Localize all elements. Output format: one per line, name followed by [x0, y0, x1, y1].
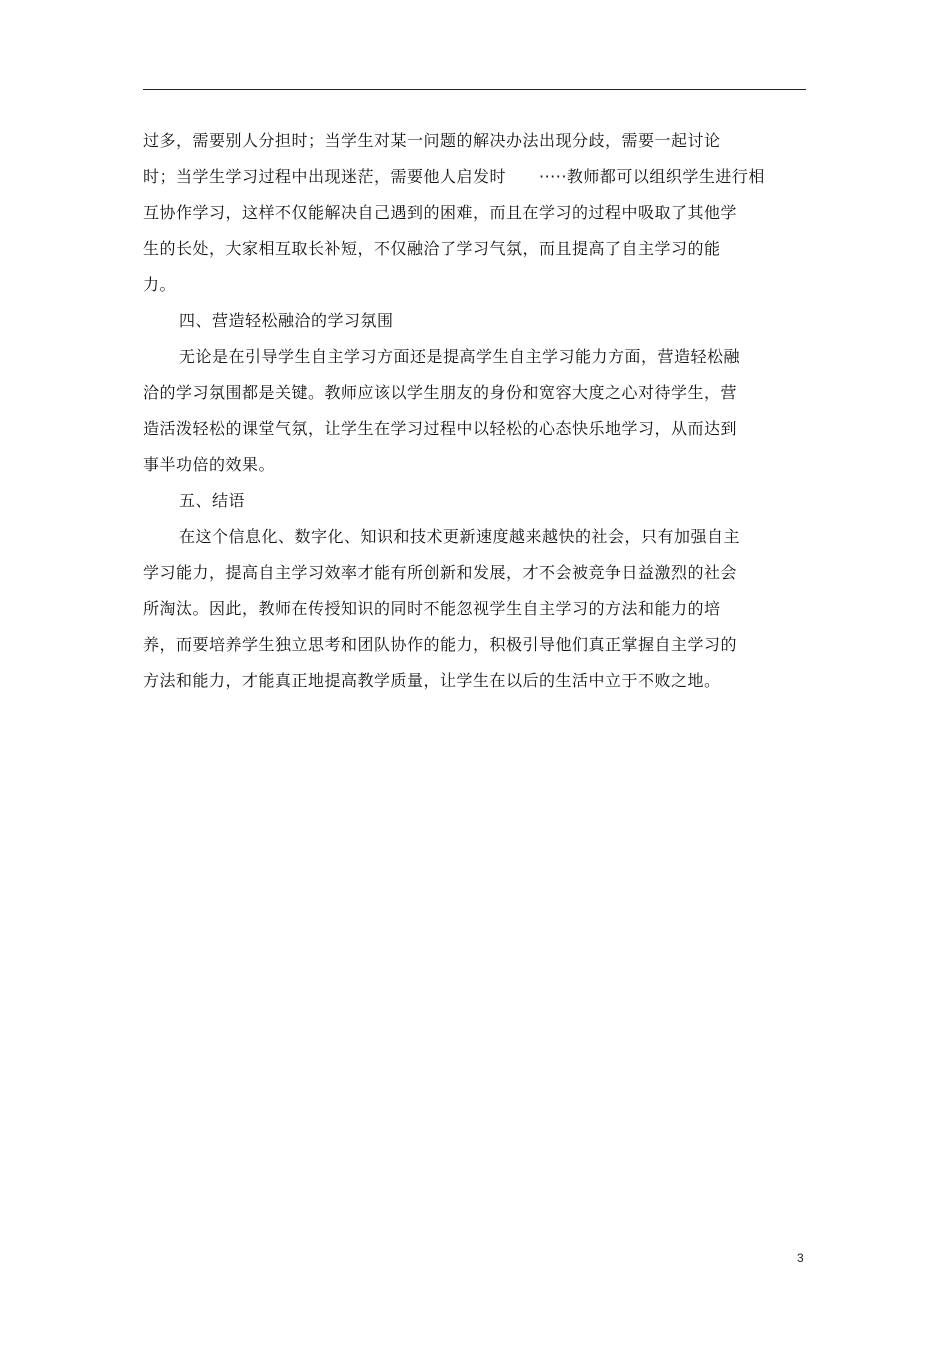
text-line: 洽的学习氛围都是关键。教师应该以学生朋友的身份和宽容大度之心对待学生，营: [143, 383, 738, 402]
text-line: 无论是在引导学生自主学习方面还是提高学生自主学习能力方面，营造轻松融: [179, 347, 741, 366]
section-heading: 四、营造轻松融洽的学习氛围: [179, 311, 394, 330]
text-line: 在这个信息化、数字化、知识和技术更新速度越来越快的社会，只有加强自主: [179, 527, 741, 546]
text-line: 过多，需要别人分担时；当学生对某一问题的解决办法出现分歧，需要一起讨论: [143, 131, 721, 150]
text-line: 生的长处，大家相互取长补短，不仅融洽了学习气氛，而且提高了自主学习的能: [143, 239, 721, 258]
page-number: 3: [797, 1251, 804, 1265]
text-line: 造活泼轻松的课堂气氛，让学生在学习过程中以轻松的心态快乐地学习，从而达到: [143, 419, 738, 438]
section-heading: 五、结语: [179, 491, 246, 510]
header-rule: [143, 89, 806, 90]
text-line: 养，而要培养学生独立思考和团队协作的能力，积极引导他们真正掌握自主学习的: [143, 635, 738, 654]
text-line: 事半功倍的效果。: [143, 455, 276, 474]
text-line: 所淘汰。因此，教师在传授知识的同时不能忽视学生自主学习的方法和能力的培: [143, 599, 721, 618]
text-line: 时；当学生学习过程中出现迷茫，需要他人启发时 ·····教师都可以组织学生进行相: [143, 167, 765, 186]
text-line: 方法和能力，才能真正地提高教学质量，让学生在以后的生活中立于不败之地。: [143, 671, 721, 690]
text-line: 互协作学习，这样不仅能解决自己遇到的困难，而且在学习的过程中吸取了其他学: [143, 203, 738, 222]
text-line: 学习能力，提高自主学习效率才能有所创新和发展，才不会被竞争日益激烈的社会: [143, 563, 738, 582]
text-line: 力。: [143, 275, 177, 294]
